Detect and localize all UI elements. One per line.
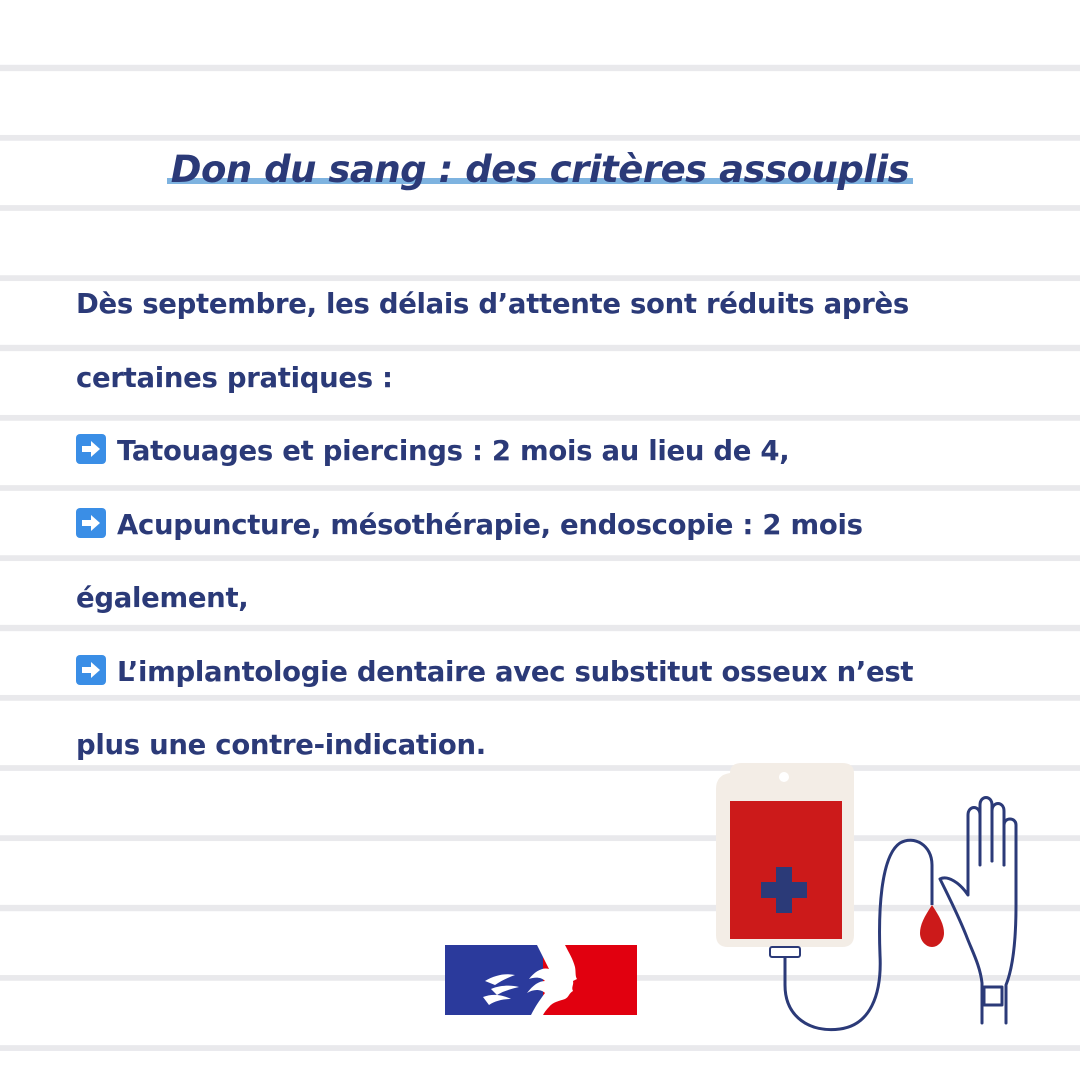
list-item [76, 415, 976, 489]
list-item-text: Acupuncture, mésothérapie, endoscopie : 2 mois également, [76, 508, 863, 614]
list-item [76, 489, 976, 636]
blood-bag-icon [716, 763, 932, 1030]
blood-bag-hand-illustration [710, 755, 1060, 1040]
marianne-logo [445, 945, 637, 1015]
arrow-right-icon [76, 508, 106, 538]
list-item-text: Tatouages et piercings : 2 mois au lieu de 4, [117, 435, 790, 467]
intro-paragraph: Dès septembre, les délais d’attente sont réduits après certaines pratiques : [76, 288, 909, 394]
content-text [76, 268, 976, 783]
page-title [0, 148, 1080, 191]
arrow-right-icon [76, 655, 106, 685]
arrow-right-icon [76, 434, 106, 464]
blood-drop-icon [920, 905, 944, 947]
hand-icon [940, 798, 1016, 1024]
list-item-text: L’implantologie dentaire avec substitut osseux n’est plus une contre-indication. [76, 655, 914, 761]
title-text: Don du sang : des critères assouplis [167, 148, 913, 191]
